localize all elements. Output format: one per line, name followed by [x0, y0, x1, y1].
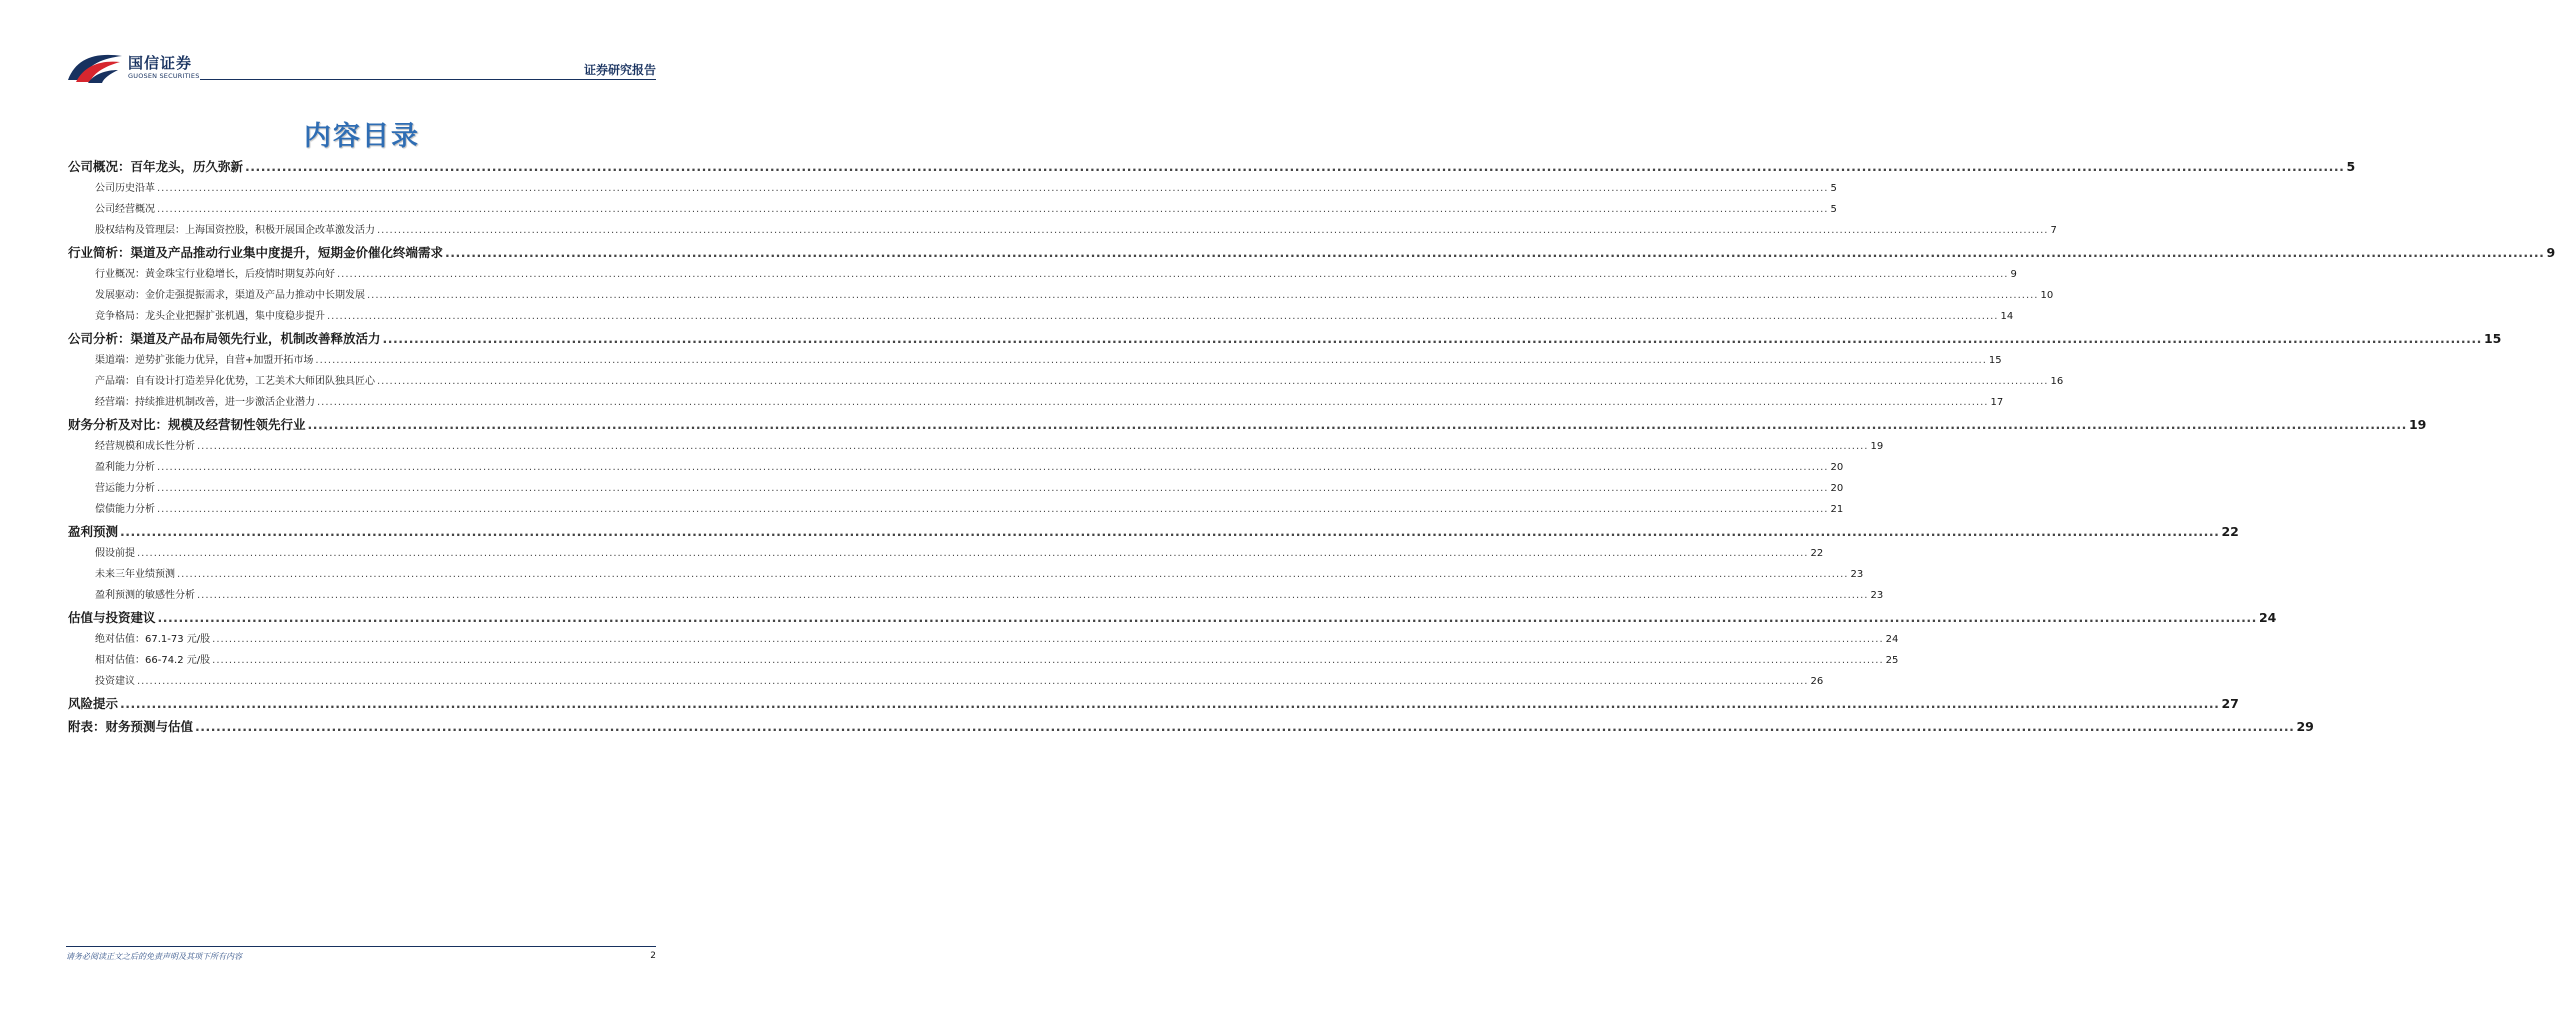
toc-entry-label: 竞争格局：龙头企业把握扩张机遇，集中度稳步提升: [95, 311, 325, 322]
toc-entry-page: 23: [1870, 590, 1884, 601]
footer-page-number: 2: [650, 951, 656, 961]
guosen-logo-icon: [66, 50, 124, 84]
toc-entry-label: 经营端：持续推进机制改善，进一步激活企业潜力: [95, 397, 315, 408]
toc-dot-leader: ................................................................................................................................................................................................................................................................................................................................................................................................................: [137, 548, 1809, 559]
toc-entry-page: 5: [1830, 183, 1837, 194]
toc-subsection-entry[interactable]: [68, 436, 1884, 457]
toc-title: 内容目录: [304, 121, 420, 152]
toc-section-entry[interactable]: [68, 155, 2356, 178]
toc-section-entry[interactable]: [68, 606, 2277, 629]
toc-section-entry[interactable]: [68, 327, 2502, 350]
toc-subsection-entry[interactable]: [68, 371, 2064, 392]
toc-subsection-entry[interactable]: [68, 499, 1844, 520]
table-of-contents: [68, 155, 2555, 738]
toc-entry-label: 投资建议: [95, 676, 135, 687]
toc-subsection-entry[interactable]: [68, 392, 2004, 413]
toc-dot-leader: ................................................................................................................................................................................................................................................................................................................................................................................................................: [317, 397, 1989, 408]
toc-entry-page: 29: [2296, 719, 2314, 734]
toc-dot-leader: ................................................................................................................................................................................................................................................................................................................................................................................................................: [157, 504, 1829, 515]
toc-entry-label: 假设前提: [95, 548, 135, 559]
footer-divider: [66, 946, 656, 947]
toc-dot-leader: ................................................................................................................................................................................................................................................................................................................................................................................................................: [212, 655, 1884, 666]
toc-entry-label: 产品端：自有设计打造差异化优势，工艺美术大师团队独具匠心: [95, 376, 375, 387]
toc-dot-leader: ................................................................................................................................................................................................................................................................................................................................................................................................................: [307, 417, 2407, 432]
toc-entry-label: 股权结构及管理层：上海国资控股，积极开展国企改革激发活力: [95, 225, 375, 236]
toc-entry-label: 公司经营概况: [95, 204, 155, 215]
toc-subsection-entry[interactable]: [68, 220, 2057, 241]
guosen-logo: [66, 50, 206, 84]
toc-subsection-entry[interactable]: [68, 629, 1899, 650]
toc-entry-page: 21: [1830, 504, 1844, 515]
toc-entry-page: 22: [2221, 524, 2239, 539]
toc-entry-page: 15: [1988, 355, 2002, 366]
toc-entry-page: 9: [2010, 269, 2017, 280]
toc-entry-label: 偿债能力分析: [95, 504, 155, 515]
toc-entry-label: 绝对估值：67.1-73 元/股: [95, 634, 211, 645]
toc-subsection-entry[interactable]: [68, 199, 1837, 220]
toc-dot-leader: ................................................................................................................................................................................................................................................................................................................................................................................................................: [157, 483, 1829, 494]
toc-section-entry[interactable]: [68, 715, 2314, 738]
toc-dot-leader: ................................................................................................................................................................................................................................................................................................................................................................................................................: [212, 634, 1884, 645]
toc-subsection-entry[interactable]: [68, 457, 1844, 478]
toc-entry-page: 24: [2258, 610, 2277, 625]
toc-entry-page: 14: [2000, 311, 2014, 322]
toc-subsection-entry[interactable]: [68, 564, 1864, 585]
toc-section-entry[interactable]: [68, 413, 2427, 436]
toc-dot-leader: ................................................................................................................................................................................................................................................................................................................................................................................................................: [120, 524, 2220, 539]
toc-entry-page: 27: [2221, 696, 2239, 711]
toc-entry-page: 16: [2050, 376, 2064, 387]
logo-text-cn: 国信证券: [128, 54, 193, 72]
toc-entry-label: 行业概况：黄金珠宝行业稳增长，后疫情时期复苏向好: [95, 269, 335, 280]
toc-entry-label: 经营规模和成长性分析: [95, 441, 195, 452]
logo-text-en: GUOSEN SECURITIES: [128, 72, 200, 80]
header-divider: [200, 79, 656, 80]
toc-entry-page: 22: [1810, 548, 1824, 559]
toc-entry-page: 10: [2040, 290, 2054, 301]
toc-dot-leader: ................................................................................................................................................................................................................................................................................................................................................................................................................: [157, 462, 1829, 473]
toc-dot-leader: ................................................................................................................................................................................................................................................................................................................................................................................................................: [382, 331, 2482, 346]
footer-disclaimer: 请务必阅读正文之后的免责声明及其项下所有内容: [66, 952, 242, 961]
toc-entry-page: 23: [1850, 569, 1864, 580]
toc-dot-leader: ................................................................................................................................................................................................................................................................................................................................................................................................................: [157, 183, 1829, 194]
toc-entry-page: 19: [2408, 417, 2427, 432]
toc-entry-label: 渠道端：逆势扩张能力优异，自营+加盟开拓市场: [95, 355, 314, 366]
toc-subsection-entry[interactable]: [68, 306, 2014, 327]
toc-entry-label: 附表：财务预测与估值: [68, 719, 194, 734]
toc-dot-leader: ................................................................................................................................................................................................................................................................................................................................................................................................................: [315, 355, 1987, 366]
toc-entry-label: 相对估值：66-74.2 元/股: [95, 655, 211, 666]
toc-section-entry[interactable]: [68, 241, 2555, 264]
toc-entry-page: 25: [1885, 655, 1899, 666]
toc-entry-label: 未来三年业绩预测: [95, 569, 175, 580]
toc-entry-label: 估值与投资建议: [68, 610, 156, 625]
toc-subsection-entry[interactable]: [68, 543, 1824, 564]
toc-entry-label: 盈利预测的敏感性分析: [95, 590, 195, 601]
toc-entry-label: 公司分析：渠道及产品布局领先行业，机制改善释放活力: [68, 331, 381, 346]
report-type-label: 证券研究报告: [583, 63, 656, 77]
toc-dot-leader: ................................................................................................................................................................................................................................................................................................................................................................................................................: [157, 204, 1829, 215]
toc-subsection-entry[interactable]: [68, 650, 1899, 671]
toc-dot-leader: ................................................................................................................................................................................................................................................................................................................................................................................................................: [137, 676, 1809, 687]
toc-subsection-entry[interactable]: [68, 585, 1884, 606]
toc-dot-leader: ................................................................................................................................................................................................................................................................................................................................................................................................................: [120, 696, 2220, 711]
toc-dot-leader: ................................................................................................................................................................................................................................................................................................................................................................................................................: [197, 590, 1869, 601]
toc-dot-leader: ................................................................................................................................................................................................................................................................................................................................................................................................................: [195, 719, 2295, 734]
toc-entry-page: 20: [1830, 462, 1844, 473]
toc-entry-label: 财务分析及对比：规模及经营韧性领先行业: [68, 417, 306, 432]
toc-entry-page: 15: [2483, 331, 2502, 346]
toc-dot-leader: ................................................................................................................................................................................................................................................................................................................................................................................................................: [367, 290, 2039, 301]
toc-dot-leader: ................................................................................................................................................................................................................................................................................................................................................................................................................: [327, 311, 1999, 322]
toc-entry-label: 发展驱动：金价走强提振需求，渠道及产品力推动中长期发展: [95, 290, 365, 301]
toc-entry-label: 公司历史沿革: [95, 183, 155, 194]
page-header: [0, 0, 724, 90]
toc-subsection-entry[interactable]: [68, 285, 2054, 306]
toc-dot-leader: ................................................................................................................................................................................................................................................................................................................................................................................................................: [445, 245, 2545, 260]
toc-subsection-entry[interactable]: [68, 478, 1844, 499]
toc-dot-leader: ................................................................................................................................................................................................................................................................................................................................................................................................................: [197, 441, 1869, 452]
toc-dot-leader: ................................................................................................................................................................................................................................................................................................................................................................................................................: [157, 610, 2257, 625]
toc-entry-label: 风险提示: [68, 696, 119, 711]
toc-entry-label: 盈利能力分析: [95, 462, 155, 473]
toc-entry-page: 7: [2050, 225, 2057, 236]
toc-entry-label: 公司概况：百年龙头，历久弥新: [68, 159, 244, 174]
toc-section-entry[interactable]: [68, 692, 2239, 715]
toc-entry-page: 26: [1810, 676, 1824, 687]
toc-dot-leader: ................................................................................................................................................................................................................................................................................................................................................................................................................: [377, 376, 2049, 387]
toc-subsection-entry[interactable]: [68, 671, 1824, 692]
toc-entry-page: 5: [1830, 204, 1837, 215]
toc-entry-page: 24: [1885, 634, 1899, 645]
toc-dot-leader: ................................................................................................................................................................................................................................................................................................................................................................................................................: [177, 569, 1849, 580]
toc-entry-label: 行业简析：渠道及产品推动行业集中度提升，短期金价催化终端需求: [68, 245, 444, 260]
toc-entry-page: 20: [1830, 483, 1844, 494]
toc-entry-page: 19: [1870, 441, 1884, 452]
toc-dot-leader: ................................................................................................................................................................................................................................................................................................................................................................................................................: [337, 269, 2009, 280]
toc-entry-label: 盈利预测: [68, 524, 119, 539]
toc-entry-page: 9: [2546, 245, 2555, 260]
toc-subsection-entry[interactable]: [68, 264, 2017, 285]
toc-section-entry[interactable]: [68, 520, 2239, 543]
toc-entry-page: 17: [1990, 397, 2004, 408]
toc-subsection-entry[interactable]: [68, 178, 1837, 199]
toc-subsection-entry[interactable]: [68, 350, 2002, 371]
toc-entry-page: 5: [2346, 159, 2356, 174]
toc-dot-leader: ................................................................................................................................................................................................................................................................................................................................................................................................................: [377, 225, 2049, 236]
toc-entry-label: 营运能力分析: [95, 483, 155, 494]
toc-dot-leader: ................................................................................................................................................................................................................................................................................................................................................................................................................: [245, 159, 2345, 174]
